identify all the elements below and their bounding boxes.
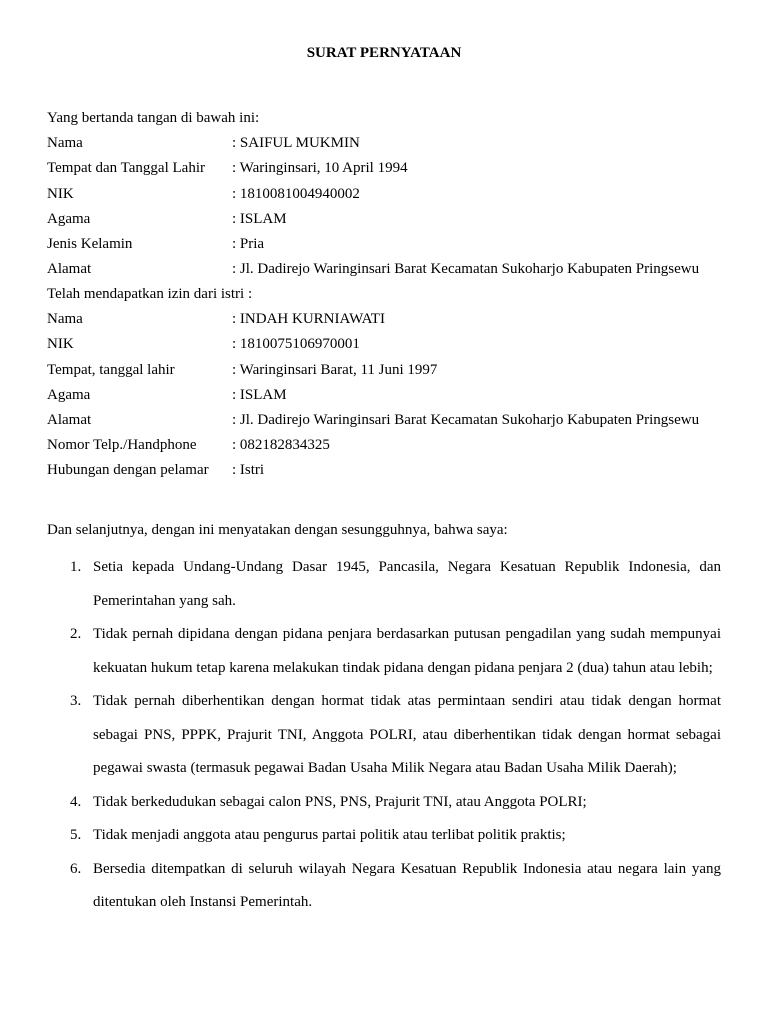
applicant-name-label: Nama: [47, 135, 83, 152]
wife-nik-label: NIK: [47, 336, 74, 353]
applicant-row: [47, 257, 727, 282]
list-item: [47, 685, 721, 786]
wife-row: [47, 408, 727, 433]
list-item-number: 1.: [70, 559, 82, 575]
list-item-number: 5.: [70, 827, 82, 843]
intro-text: Yang bertanda tangan di bawah ini:: [47, 110, 260, 126]
list-item: [47, 618, 721, 685]
applicant-row: [47, 207, 727, 232]
applicant-section: [47, 106, 727, 282]
document-title: SURAT PERNYATAAN: [306, 45, 462, 61]
wife-name-value: : INDAH KURNIAWATI: [232, 311, 385, 328]
wife-nik-value: : 1810075106970001: [232, 336, 360, 353]
wife-row: [47, 458, 727, 483]
applicant-row: [47, 182, 727, 207]
wife-birth-value: : Waringinsari Barat, 11 Juni 1997: [232, 361, 438, 378]
list-item-number: 2.: [70, 626, 82, 642]
wife-relation-value: : Istri: [232, 462, 265, 479]
wife-intro-line: [47, 282, 727, 307]
applicant-religion-label: Agama: [47, 210, 91, 227]
applicant-gender-label: Jenis Kelamin: [47, 235, 133, 252]
applicant-gender-value: : Pria: [232, 235, 265, 252]
wife-address-value: : Jl. Dadirejo Waringinsari Barat Kecamatan Sukoharjo Kabupaten Pringsewu: [232, 411, 700, 428]
wife-row: [47, 332, 727, 357]
wife-name-label: Nama: [47, 311, 83, 328]
wife-row: [47, 383, 727, 408]
declaration-list: [47, 551, 721, 920]
wife-birth-label: Tempat, tanggal lahir: [47, 361, 175, 378]
list-item-text: Bersedia ditempatkan di seluruh wilayah Negara Kesatuan Republik Indonesia atau negara lain yang ditentukan oleh Instansi Pemerintah.: [93, 860, 721, 910]
applicant-religion-value: : ISLAM: [232, 210, 287, 227]
statement-text: Dan selanjutnya, dengan ini menyatakan dengan sesungguhnya, bahwa saya:: [47, 522, 508, 538]
applicant-row: [47, 156, 727, 181]
applicant-nik-value: : 1810081004940002: [232, 185, 360, 202]
applicant-birth-label: Tempat dan Tanggal Lahir: [47, 160, 205, 177]
wife-intro-text: Telah mendapatkan izin dari istri :: [47, 286, 253, 302]
wife-row: [47, 433, 727, 458]
applicant-address-value: : Jl. Dadirejo Waringinsari Barat Kecamatan Sukoharjo Kabupaten Pringsewu: [232, 261, 700, 278]
wife-religion-label: Agama: [47, 386, 91, 403]
wife-section: [47, 282, 727, 484]
applicant-address-label: Alamat: [47, 261, 92, 278]
applicant-name-value: : SAIFUL MUKMIN: [232, 135, 360, 152]
list-item-number: 6.: [70, 860, 82, 877]
applicant-birth-value: : Waringinsari, 10 April 1994: [232, 160, 408, 177]
list-item-text: Tidak berkedudukan sebagai calon PNS, PNS, Prajurit TNI, atau Anggota POLRI;: [93, 793, 587, 810]
list-item-number: 3.: [70, 693, 82, 709]
list-item-text: Tidak menjadi anggota atau pengurus partai politik atau terlibat politik praktis;: [93, 827, 566, 843]
list-item-text: Tidak pernah diberhentikan dengan hormat tidak atas permintaan sendiri atau tidak dengan hormat sebagai PNS, PPPK, Prajurit TNI, Anggota POLRI, atau diberhentikan tidak dengan hormat sebagai pegawai swasta (termasuk pegawai Badan Usaha Milik Negara atau Badan Usaha Milik Daerah);: [93, 693, 721, 776]
wife-relation-label: Hubungan dengan pelamar: [47, 462, 209, 479]
applicant-row: [47, 131, 727, 156]
wife-phone-value: : 082182834325: [232, 437, 330, 454]
wife-row: [47, 358, 727, 383]
applicant-nik-label: NIK: [47, 185, 74, 202]
list-item: [47, 786, 721, 820]
list-item: [47, 819, 721, 853]
wife-address-label: Alamat: [47, 411, 92, 428]
wife-row: [47, 307, 727, 332]
list-item-text: Setia kepada Undang-Undang Dasar 1945, Pancasila, Negara Kesatuan Republik Indonesia, dan Pemerintahan yang sah.: [93, 559, 721, 609]
wife-phone-label: Nomor Telp./Handphone: [47, 437, 197, 454]
list-item-number: 4.: [70, 793, 82, 810]
intro-line: [47, 106, 727, 131]
wife-religion-value: : ISLAM: [232, 386, 287, 403]
list-item: [47, 551, 721, 618]
list-item-text: Tidak pernah dipidana dengan pidana penjara berdasarkan putusan pengadilan yang sudah mempunyai kekuatan hukum tetap karena melakukan tindak pidana dengan pidana penjara 2 (dua) tahun atau lebih;: [93, 626, 721, 676]
list-item: [47, 853, 721, 920]
applicant-row: [47, 232, 727, 257]
